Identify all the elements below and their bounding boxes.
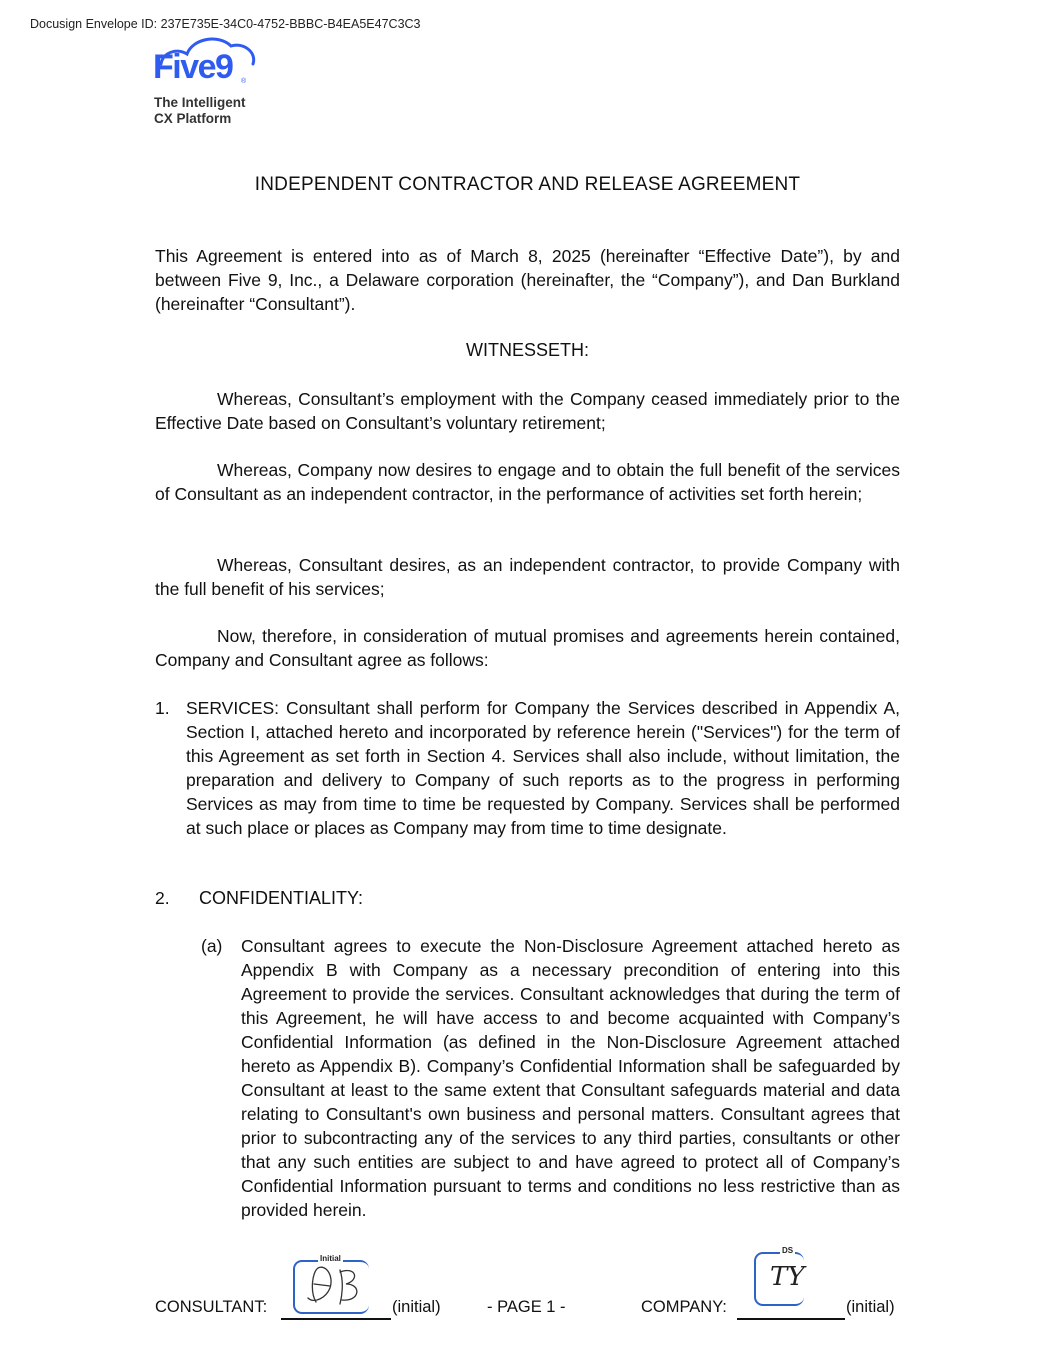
- whereas-paragraph-3: Whereas, Consultant desires, as an independent contractor, to provide Company with the full benefit of his services;: [155, 555, 900, 599]
- company-initial-tag: DS: [782, 1246, 794, 1255]
- consultant-initial-line: [281, 1318, 391, 1320]
- now-therefore-paragraph: Now, therefore, in consideration of mutual promises and agreements herein contained, Company and Consultant agree as follows:: [155, 626, 900, 670]
- witnesseth-heading: WITNESSETH:: [465, 340, 589, 360]
- intro-paragraph: This Agreement is entered into as of March 8, 2025 (hereinafter “Effective Date”), by and between Five 9, Inc., a Delaware corporation (hereinafter, the “Company”), and Dan Burkland (hereinafter “Consultant”).: [155, 246, 900, 314]
- consultant-initial-suffix: (initial): [392, 1298, 441, 1316]
- logo-tagline-line-1: The Intelligent: [154, 95, 246, 110]
- document-title: INDEPENDENT CONTRACTOR AND RELEASE AGREEMENT: [254, 174, 801, 195]
- consultant-initial-tag: Initial: [320, 1254, 341, 1263]
- registered-mark: ®: [241, 78, 247, 85]
- section-2-title: CONFIDENTIALITY:: [199, 888, 364, 908]
- docusign-envelope-id: Docusign Envelope ID: 237E735E-34C0-4752-BBBC-B4EA5E47C3C3: [30, 17, 421, 31]
- section-number: 2.: [155, 888, 170, 908]
- consultant-initial-label: CONSULTANT:: [155, 1298, 268, 1316]
- section-number: 1.: [155, 698, 170, 718]
- subsection-label: (a): [201, 936, 223, 956]
- consultant-initial-signature: [300, 1262, 370, 1310]
- logo-wordmark: Five9: [153, 48, 233, 86]
- page-number: - PAGE 1 -: [487, 1298, 566, 1316]
- logo-tagline-line-2: CX Platform: [154, 111, 232, 126]
- company-initial-label: COMPANY:: [641, 1298, 727, 1316]
- whereas-paragraph-1: Whereas, Consultant’s employment with the Company ceased immediately prior to the Effective Date based on Consultant’s voluntary retirement;: [155, 389, 900, 433]
- five9-logo: [153, 34, 283, 134]
- whereas-paragraph-2: Whereas, Company now desires to engage and to obtain the full benefit of the services of Consultant as an independent contractor, in the performance of activities set forth herein;: [155, 460, 900, 504]
- company-initials: TY: [770, 1262, 805, 1292]
- section-1-text: SERVICES: Consultant shall perform for Company the Services described in Appendix A, Section I, attached hereto and incorporated by reference herein ("Services") for the term of this Agreement as set forth in Section 4. Services shall also include, without limitation, the preparation and delivery to Company of such reports as to the progress in performing Services as may from time to time be requested by Company. Services shall be performed at such place or places as Company may from time to time designate.: [186, 698, 900, 838]
- company-initial-suffix: (initial): [846, 1298, 895, 1316]
- logo-tagline: [154, 95, 246, 127]
- company-initial-line: [737, 1318, 845, 1320]
- section-2a-text: Consultant agrees to execute the Non-Disclosure Agreement attached hereto as Appendix B with Company as a necessary precondition of entering into this Agreement to provide the services. Consultant acknowledges that during the term of this Agreement, he will have access to and become acquainted with Company’s Confidential Information (as defined in the Non-Disclosure Agreement attached hereto as Appendix B). Company’s Confidential Information shall be safeguarded by Consultant at least to the same extent that Consultant safeguards material and data relating to Consultant's own business and personal matters. Consultant agrees that prior to subcontracting any of the services to any third parties, consultants or other that any such entities are subject to and have agreed to protect all of Company’s Confidential Information pursuant to terms and conditions no less restrictive than as provided herein.: [241, 936, 900, 1220]
